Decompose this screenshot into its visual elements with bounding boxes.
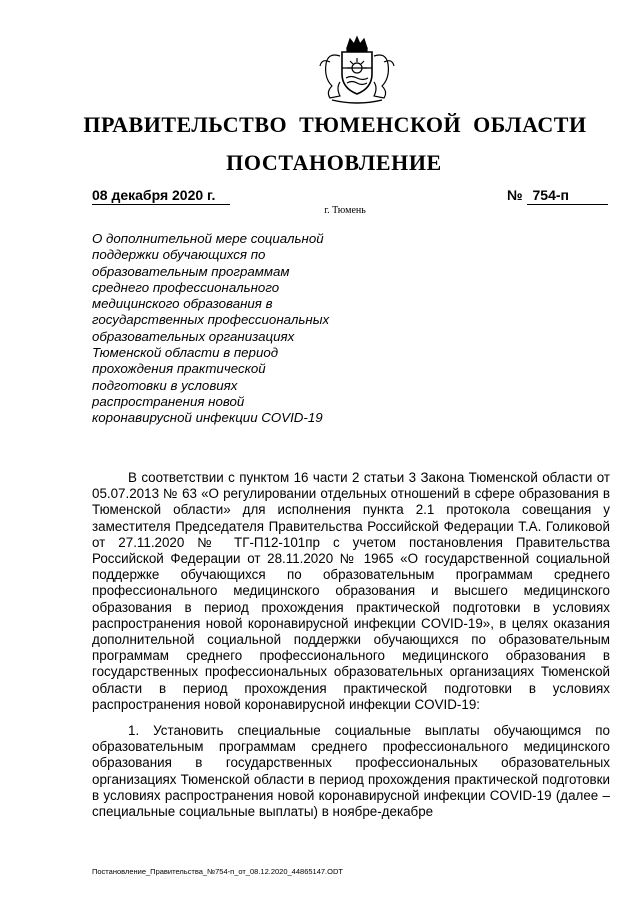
number-sign: №: [507, 187, 523, 203]
subject-line: коронавирусной инфекции COVID-19: [92, 410, 323, 426]
subject-line: распространения новой: [92, 393, 245, 409]
government-title: ПРАВИТЕЛЬСТВО ТЮМЕНСКОЙ ОБЛАСТИ: [83, 112, 587, 137]
body-paragraph-preamble: В соответствии с пунктом 16 части 2 статьи 3 Закона Тюменской области от 05.07.2013 № 63 «О регулировании отдельных отношений в сфере образования в Тюменской области» для исполнения пункта 2.1 протокола совещания у заместителя Председателя Правительства Российской Федерации Т.А. Голиковой от 27.11.2020 № ТГ-П12-101пр с учетом постановления Правительства Российской Федерации от 28.11.2020 № 1965 «О государственной социальной поддержке обучающихся по образовательным программам среднего профессионального медицинского образования и высшего медицинского образования в период прохождения практической подготовки в условиях распространения новой коронавирусной инфекции COVID-19», в целях оказания дополнительной социальной поддержки обучающихся по образовательным программам среднего профессионального медицинского образования в государственных профессиональных образовательных организациях Тюменской области в период прохождения практической подготовки в условиях распространения новой коронавирусной инфекции COVID-19:: [92, 470, 610, 712]
subject-line: прохождения практической: [92, 361, 266, 377]
subject-line: образовательным программам: [92, 263, 290, 279]
subject-line: поддержки обучающихся по: [92, 247, 266, 263]
file-name-footer: Постановление_Правительства_№754-п_от_08.12.2020_44865147.ODT: [92, 867, 343, 876]
subject-line: государственных профессиональных: [92, 312, 330, 328]
document-type-title: ПОСТАНОВЛЕНИЕ: [226, 150, 442, 175]
document-date: 08 декабря 2020 г.: [92, 187, 230, 205]
subject-line: образовательных организациях: [92, 328, 295, 344]
subject-line: среднего профессионального: [92, 279, 280, 295]
document-number-block: [507, 187, 608, 205]
document-number: 754-п: [527, 187, 608, 205]
document-subject: [92, 231, 362, 427]
subject-line: медицинского образования в: [92, 296, 273, 312]
subject-line: Тюменской области в период: [92, 345, 279, 361]
subject-line: О дополнительной мере социальной: [92, 231, 324, 246]
body-paragraph-item-1: 1. Установить специальные социальные выплаты обучающимся по образовательным программам среднего профессионального медицинского образования в государственных профессиональных образовательных организациях Тюменской области в период прохождения практической подготовки в условиях распространения новой коронавирусной инфекции COVID-19 (далее – специальные социальные выплаты) в ноябре-декабре: [92, 723, 610, 820]
document-body: [92, 470, 610, 820]
city-label: г. Тюмень: [324, 205, 366, 216]
tyumen-coat-of-arms-icon: [312, 34, 402, 106]
subject-line: подготовки в условиях: [92, 377, 238, 393]
